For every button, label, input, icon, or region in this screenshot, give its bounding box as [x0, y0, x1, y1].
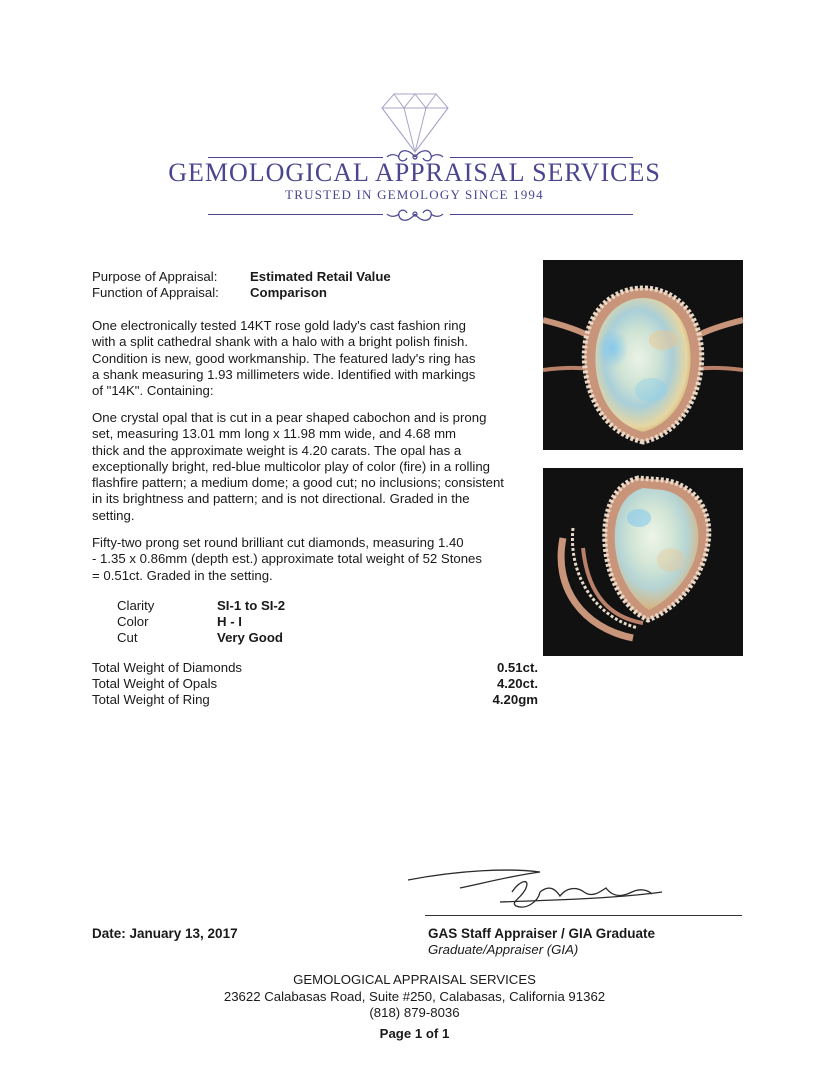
- signer-title: GAS Staff Appraiser / GIA Graduate: [428, 926, 656, 941]
- paragraph-line: One electronically tested 14KT rose gold lady's cast fashion ring: [92, 318, 466, 333]
- total-opals-label: Total Weight of Opals: [92, 676, 218, 691]
- paragraph-line: = 0.51ct. Graded in the setting.: [92, 567, 273, 583]
- grade-color-label: Color: [117, 614, 149, 629]
- paragraph-line: in its brightness and pattern; and is not directional. Graded in the: [92, 491, 470, 507]
- footer-phone: (818) 879-8036: [369, 1005, 460, 1020]
- paragraph-line: with a split cathedral shank with a halo with a bright polish finish.: [92, 334, 469, 350]
- grade-color-value: H - I: [217, 614, 242, 629]
- company-tagline: TRUSTED IN GEMOLOGY SINCE 1994: [285, 187, 544, 202]
- signer-subtitle: Graduate/Appraiser (GIA): [428, 942, 579, 957]
- ring-top-view-image: [543, 260, 743, 450]
- footer-company: GEMOLOGICAL APPRAISAL SERVICES: [293, 972, 536, 987]
- total-ring-value: 4.20gm: [492, 692, 538, 707]
- ring-photo-top-view: [543, 260, 743, 450]
- grade-clarity-label: Clarity: [117, 598, 155, 613]
- grade-clarity-value: SI-1 to SI-2: [217, 598, 286, 613]
- description-paragraph-1: [92, 318, 512, 399]
- paragraph-line: exceptionally bright, red-blue multicolor play of color (fire) in a rolling: [92, 458, 491, 474]
- total-diamonds-label: Total Weight of Diamonds: [92, 660, 243, 675]
- total-opals-value: 4.20ct.: [496, 676, 538, 691]
- ring-angled-view-image: [543, 468, 743, 656]
- paragraph-line: a shank measuring 1.93 millimeters wide. Identified with markings: [92, 366, 476, 382]
- ring-photo-angled-view: [543, 468, 743, 656]
- total-ring-label: Total Weight of Ring: [92, 692, 210, 707]
- paragraph-line: setting.: [92, 507, 135, 523]
- signature-line: [425, 915, 742, 916]
- grade-cut-label: Cut: [117, 630, 138, 645]
- paragraph-line: set, measuring 13.01 mm long x 11.98 mm wide, and 4.68 mm: [92, 426, 457, 442]
- paragraph-line: of "14K". Containing:: [92, 383, 214, 399]
- header-rule-bottom-left: [208, 214, 383, 215]
- purpose-label: Purpose of Appraisal:: [92, 269, 218, 284]
- grade-cut-value: Very Good: [217, 630, 283, 645]
- paragraph-line: thick and the approximate weight is 4.20 carats. The opal has a: [92, 442, 462, 458]
- function-value: Comparison: [250, 285, 327, 300]
- page-number: Page 1 of 1: [379, 1026, 450, 1041]
- description-paragraph-2: [92, 410, 512, 524]
- paragraph-line: Condition is new, good workmanship. The featured lady's ring has: [92, 350, 476, 366]
- footer-address: 23622 Calabasas Road, Suite #250, Calabasas, California 91362: [223, 989, 606, 1004]
- appraiser-signature: [400, 862, 745, 918]
- diamond-logo-icon: [380, 92, 450, 154]
- appraisal-date: Date: January 13, 2017: [92, 926, 238, 941]
- flourish-bottom-icon: [380, 203, 450, 225]
- total-diamonds-value: 0.51ct.: [496, 660, 538, 675]
- function-label: Function of Appraisal:: [92, 285, 219, 300]
- paragraph-line: One crystal opal that is cut in a pear shaped cabochon and is prong: [92, 410, 487, 425]
- description-paragraph-3: [92, 535, 512, 584]
- header-rule-bottom-right: [450, 214, 633, 215]
- purpose-value: Estimated Retail Value: [250, 269, 391, 284]
- company-name: GEMOLOGICAL APPRAISAL SERVICES: [168, 158, 661, 187]
- paragraph-line: flashfire pattern; a medium dome; a good cut; no inclusions; consistent: [92, 475, 504, 491]
- paragraph-line: - 1.35 x 0.86mm (depth est.) approximate total weight of 52 Stones: [92, 551, 482, 567]
- paragraph-line: Fifty-two prong set round brilliant cut diamonds, measuring 1.40: [92, 535, 464, 550]
